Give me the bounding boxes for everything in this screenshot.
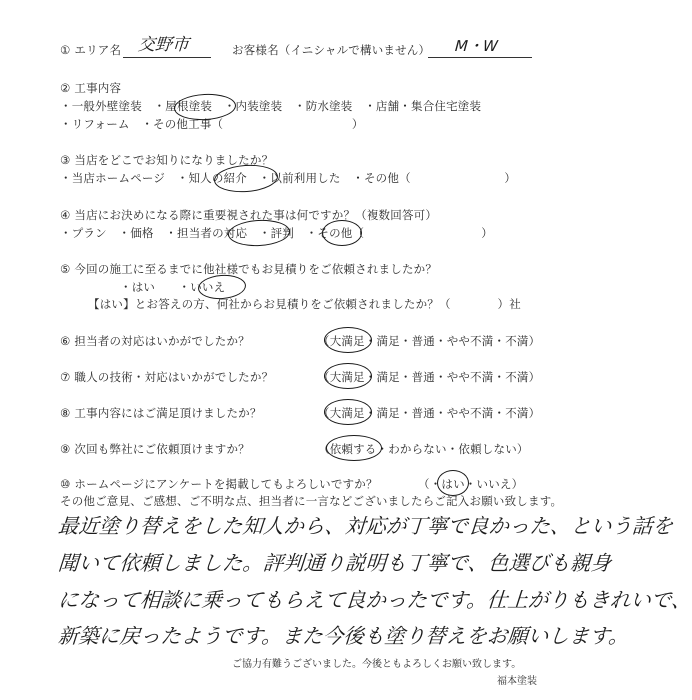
customer-value[interactable]: M・W xyxy=(454,37,499,55)
q4-options[interactable]: ・プラン ・価格 ・担当者の対応 ・評判 ・その他（ ） xyxy=(60,226,493,240)
q8-label: ⑧ 工事内容にはご満足頂けましたか？ xyxy=(60,406,262,420)
area-underline xyxy=(123,57,211,58)
q2-options-line1[interactable]: ・一般外壁塗装 ・屋根塗装 ・内装塗装 ・防水塗装 ・店舗・集合住宅塗装 xyxy=(60,99,482,113)
q10-selection-circle xyxy=(437,470,469,496)
q10-note: その他ご意見、ご感想、ご不明な点、担当者に一言などございましたらご記入お願い致します。 xyxy=(60,494,563,508)
q5-followup[interactable]: 【はい】とお答えの方、何社からお見積りをご依頼されましたか？（ ）社 xyxy=(88,297,521,311)
comment-line-3[interactable]: になって相談に乗ってもらえて良かったです。仕上がりもきれいで、 xyxy=(57,588,692,612)
comment-line-1[interactable]: 最近塗り替えをした知人から、対応が丁寧で良かった、という話を xyxy=(57,514,674,538)
comment-line-2[interactable]: 聞いて依頼しました。評判通り説明も丁寧で、色選びも親身 xyxy=(57,551,612,575)
q4-label: ④ 当店にお決めになる際に重要視された事は何ですか？（複数回答可） xyxy=(60,208,438,222)
q10-scale[interactable]: （・はい・いいえ） xyxy=(418,477,524,491)
q3-selection-circle xyxy=(213,163,279,194)
q6-label: ⑥ 担当者の対応はいかがでしたか？ xyxy=(60,334,250,348)
area-value[interactable]: 交野市 xyxy=(137,35,190,55)
comment-line-4[interactable]: 新築に戻ったようです。また今後も塗り替えをお願いします。 xyxy=(57,624,630,648)
customer-label: お客様名（イニシャルで構いません） xyxy=(232,43,431,57)
q2-options-line2[interactable]: ・リフォーム ・その他工事（ ） xyxy=(60,117,364,131)
q3-options[interactable]: ・当店ホームページ ・知人の紹介 ・以前利用した ・その他（ ） xyxy=(60,171,517,185)
q7-selection-circle xyxy=(324,363,372,389)
q9-scale[interactable]: （依頼する・わからない・依頼しない） xyxy=(318,442,529,456)
q8-selection-circle xyxy=(324,399,372,425)
q7-label: ⑦ 職人の技術・対応はいかがでしたか？ xyxy=(60,370,274,384)
q8-scale[interactable]: （大満足・満足・普通・やや不満・不満） xyxy=(318,406,541,420)
q4-selection-circle-2 xyxy=(322,220,362,246)
q1-label: ① エリア名 xyxy=(60,43,122,57)
q3-label: ③ 当店をどこでお知りになりましたか？ xyxy=(60,153,274,167)
q5-label: ⑤ 今回の施工に至るまでに他社様でもお見積りをご依頼されましたか？ xyxy=(60,262,438,276)
q9-label: ⑨ 次回も弊社にご依頼頂けますか？ xyxy=(60,442,250,456)
q7-scale[interactable]: （大満足・満足・普通・やや不満・不満） xyxy=(318,370,541,384)
company-name: 福本塗装 xyxy=(497,676,537,687)
footer-thanks: ご協力有難うございました。今後ともよろしくお願い致します。 xyxy=(232,659,522,670)
q6-selection-circle xyxy=(324,327,372,353)
q4-selection-circle-1 xyxy=(227,218,290,247)
q9-selection-circle xyxy=(326,435,382,461)
q10-label: ⑩ ホームページにアンケートを掲載してもよろしいですか？ xyxy=(60,477,378,491)
q5-options[interactable]: ・はい ・いいえ xyxy=(120,280,226,294)
q6-scale[interactable]: （大満足・満足・普通・やや不満・不満） xyxy=(318,334,541,348)
q2-label: ② 工事内容 xyxy=(60,81,122,95)
customer-underline xyxy=(428,57,532,58)
